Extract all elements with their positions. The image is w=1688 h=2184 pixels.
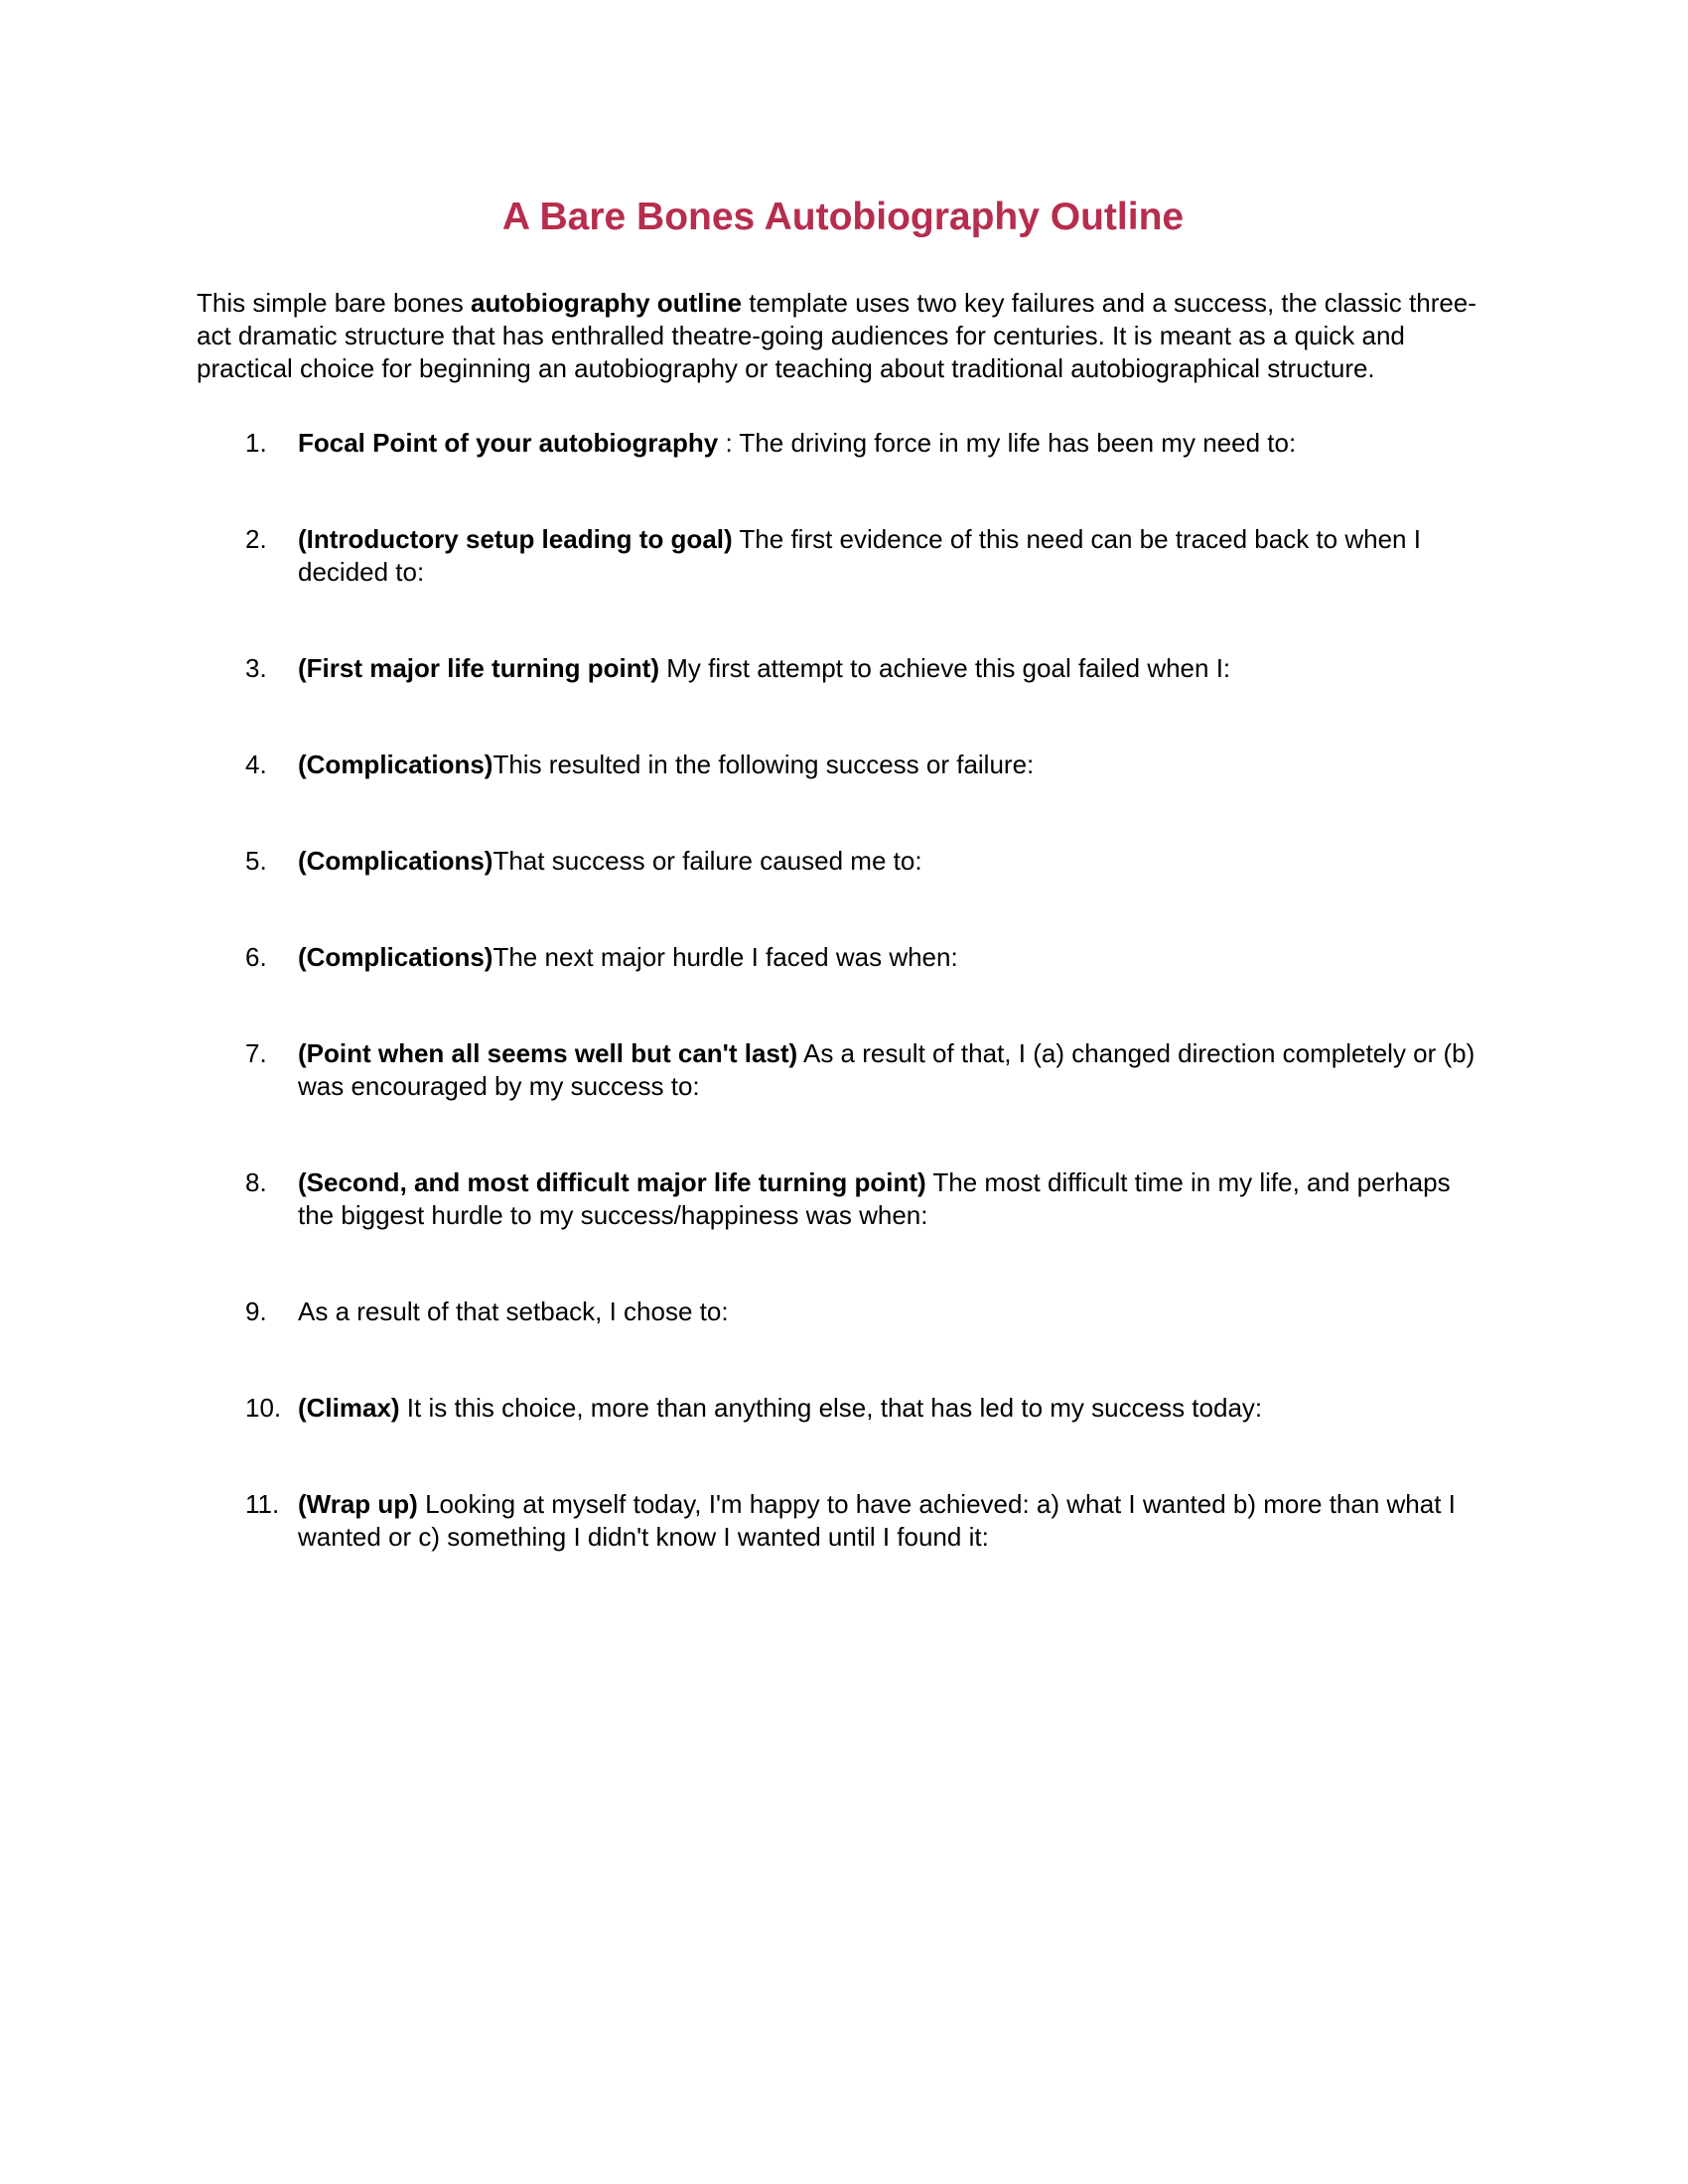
- list-item-bold-lead: Focal Point of your autobiography: [298, 428, 719, 458]
- list-item-number: 6.: [245, 942, 267, 972]
- list-item-bold-lead: (Complications): [298, 846, 493, 876]
- list-item-number: 7.: [245, 1038, 267, 1068]
- list-item-bold-lead: (Climax): [298, 1393, 400, 1423]
- list-item-bold-lead: (Complications): [298, 750, 493, 779]
- list-item-number: 5.: [245, 846, 267, 876]
- list-item-text: My first attempt to achieve this goal failed when I:: [658, 653, 1231, 683]
- list-item-text: The first evidence of this need can be traced back to when I decided to:: [298, 524, 1421, 587]
- list-item-text: As a result of that, I (a) changed direction completely or (b) was encouraged by my success to:: [298, 1038, 1476, 1101]
- list-item-number: 8.: [245, 1167, 267, 1197]
- list-item-text: : The driving force in my life has been my need to:: [718, 428, 1297, 458]
- list-item-number: 2.: [245, 524, 267, 554]
- list-item-content: [298, 1392, 1489, 1425]
- list-item-bold-lead: (Wrap up): [298, 1489, 418, 1519]
- list-item-content: [298, 749, 1489, 781]
- list-item-text: That success or failure caused me to:: [492, 846, 922, 876]
- list-item-content: [298, 941, 1489, 974]
- list-item: [197, 845, 1489, 878]
- list-item-content: [298, 1488, 1489, 1554]
- list-item-content: [298, 427, 1489, 460]
- list-item: [197, 1037, 1489, 1103]
- list-item-number: 9.: [245, 1297, 267, 1326]
- list-item-text: This resulted in the following success or failure:: [492, 750, 1035, 779]
- list-item-bold-lead: (Complications): [298, 942, 493, 972]
- list-item-bold-lead: (Point when all seems well but can't last): [298, 1038, 798, 1068]
- list-item-text: Looking at myself today, I'm happy to have achieved: a) what I wanted b) more than what I wanted or c) something I didn't know I wanted until I found it:: [298, 1489, 1456, 1552]
- outline-list: [197, 427, 1489, 1554]
- list-item-number: 10.: [245, 1393, 282, 1423]
- list-item-text: As a result of that setback, I chose to:: [298, 1297, 729, 1326]
- list-item-text: The next major hurdle I faced was when:: [492, 942, 958, 972]
- list-item-content: [298, 1166, 1489, 1232]
- page-title: A Bare Bones Autobiography Outline: [501, 196, 1185, 238]
- list-item-text: It is this choice, more than anything else, that has led to my success today:: [399, 1393, 1263, 1423]
- list-item: [197, 427, 1489, 460]
- list-item-text: The most difficult time in my life, and perhaps the biggest hurdle to my success/happiness was when:: [298, 1167, 1451, 1230]
- intro-text-bold: autobiography outline: [471, 288, 743, 318]
- list-item-bold-lead: (Introductory setup leading to goal): [298, 524, 733, 554]
- list-item-number: 11.: [245, 1489, 280, 1519]
- list-item: [197, 523, 1489, 589]
- list-item: [197, 1166, 1489, 1232]
- list-item-bold-lead: (Second, and most difficult major life turning point): [298, 1167, 926, 1197]
- list-item: [197, 1392, 1489, 1425]
- list-item-bold-lead: (First major life turning point): [298, 653, 659, 683]
- list-item-number: 3.: [245, 653, 267, 683]
- list-item-number: 1.: [245, 428, 267, 458]
- list-item-content: [298, 1037, 1489, 1103]
- intro-text-post: template uses two key failures and a success, the classic three-act dramatic structure that has enthralled theatre-going audiences for centuries. It is meant as a quick and practical choice for beginning an autobiography or teaching about traditional autobiographical structure.: [197, 288, 1477, 383]
- list-item: [197, 1488, 1489, 1554]
- list-item: [197, 652, 1489, 685]
- list-item: [197, 941, 1489, 974]
- list-item-content: [298, 652, 1489, 685]
- intro-paragraph: [197, 287, 1489, 385]
- intro-text-pre: This simple bare bones: [197, 288, 472, 318]
- list-item-content: [298, 1296, 1489, 1328]
- list-item-content: [298, 845, 1489, 878]
- list-item-content: [298, 523, 1489, 589]
- list-item: [197, 1296, 1489, 1328]
- list-item-number: 4.: [245, 750, 267, 779]
- list-item: [197, 749, 1489, 781]
